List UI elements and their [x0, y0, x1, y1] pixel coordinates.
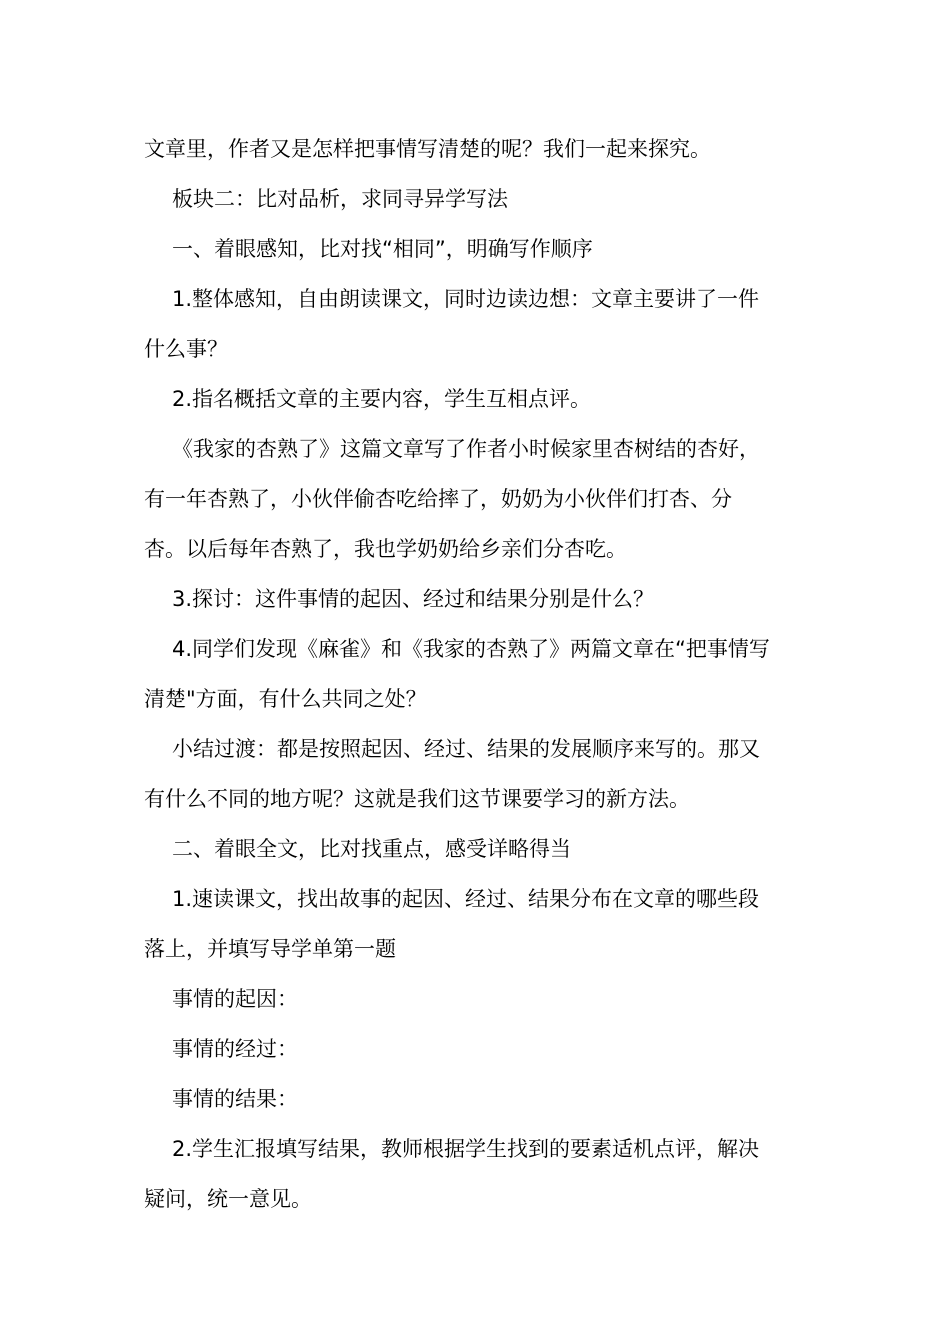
text-line: 什么事？ — [144, 337, 228, 361]
section-heading: 板块二：比对品析，求同寻异学写法 — [172, 187, 508, 211]
text-line: 2.学生汇报填写结果，教师根据学生找到的要素适机点评，解决 — [172, 1137, 760, 1161]
text-line: 文章里，作者又是怎样把事情写清楚的呢？我们一起来探究。 — [144, 137, 711, 161]
form-field-label: 事情的经过： — [172, 1037, 298, 1061]
text-line: 3.探讨：这件事情的起因、经过和结果分别是什么？ — [172, 587, 655, 611]
text-line: 疑问，统一意见。 — [144, 1187, 312, 1211]
text-line: 清楚"方面，有什么共同之处？ — [144, 687, 427, 711]
text-line: 小结过渡：都是按照起因、经过、结果的发展顺序来写的。那又 — [172, 737, 760, 761]
form-field-label: 事情的起因： — [172, 987, 298, 1011]
subsection-heading: 一、着眼感知，比对找“相同”，明确写作顺序 — [172, 237, 593, 261]
form-field-label: 事情的结果： — [172, 1087, 298, 1111]
text-line: 有一年杏熟了，小伙伴偷杏吃给摔了，奶奶为小伙伴们打杏、分 — [144, 487, 732, 511]
text-line: 《我家的杏熟了》这篇文章写了作者小时候家里杏树结的杏好， — [172, 437, 760, 461]
text-line: 4.同学们发现《麻雀》和《我家的杏熟了》两篇文章在“把事情写 — [172, 637, 770, 661]
text-line: 有什么不同的地方呢？这就是我们这节课要学习的新方法。 — [144, 787, 690, 811]
text-line: 杏。以后每年杏熟了，我也学奶奶给乡亲们分杏吃。 — [144, 537, 627, 561]
text-line: 1.整体感知，自由朗读课文，同时边读边想：文章主要讲了一件 — [172, 287, 760, 311]
subsection-heading: 二、着眼全文，比对找重点，感受详略得当 — [172, 837, 571, 861]
text-line: 1.速读课文，找出故事的起因、经过、结果分布在文章的哪些段 — [172, 887, 760, 911]
text-line: 2.指名概括文章的主要内容，学生互相点评。 — [172, 387, 592, 411]
text-line: 落上，并填写导学单第一题 — [144, 937, 396, 961]
